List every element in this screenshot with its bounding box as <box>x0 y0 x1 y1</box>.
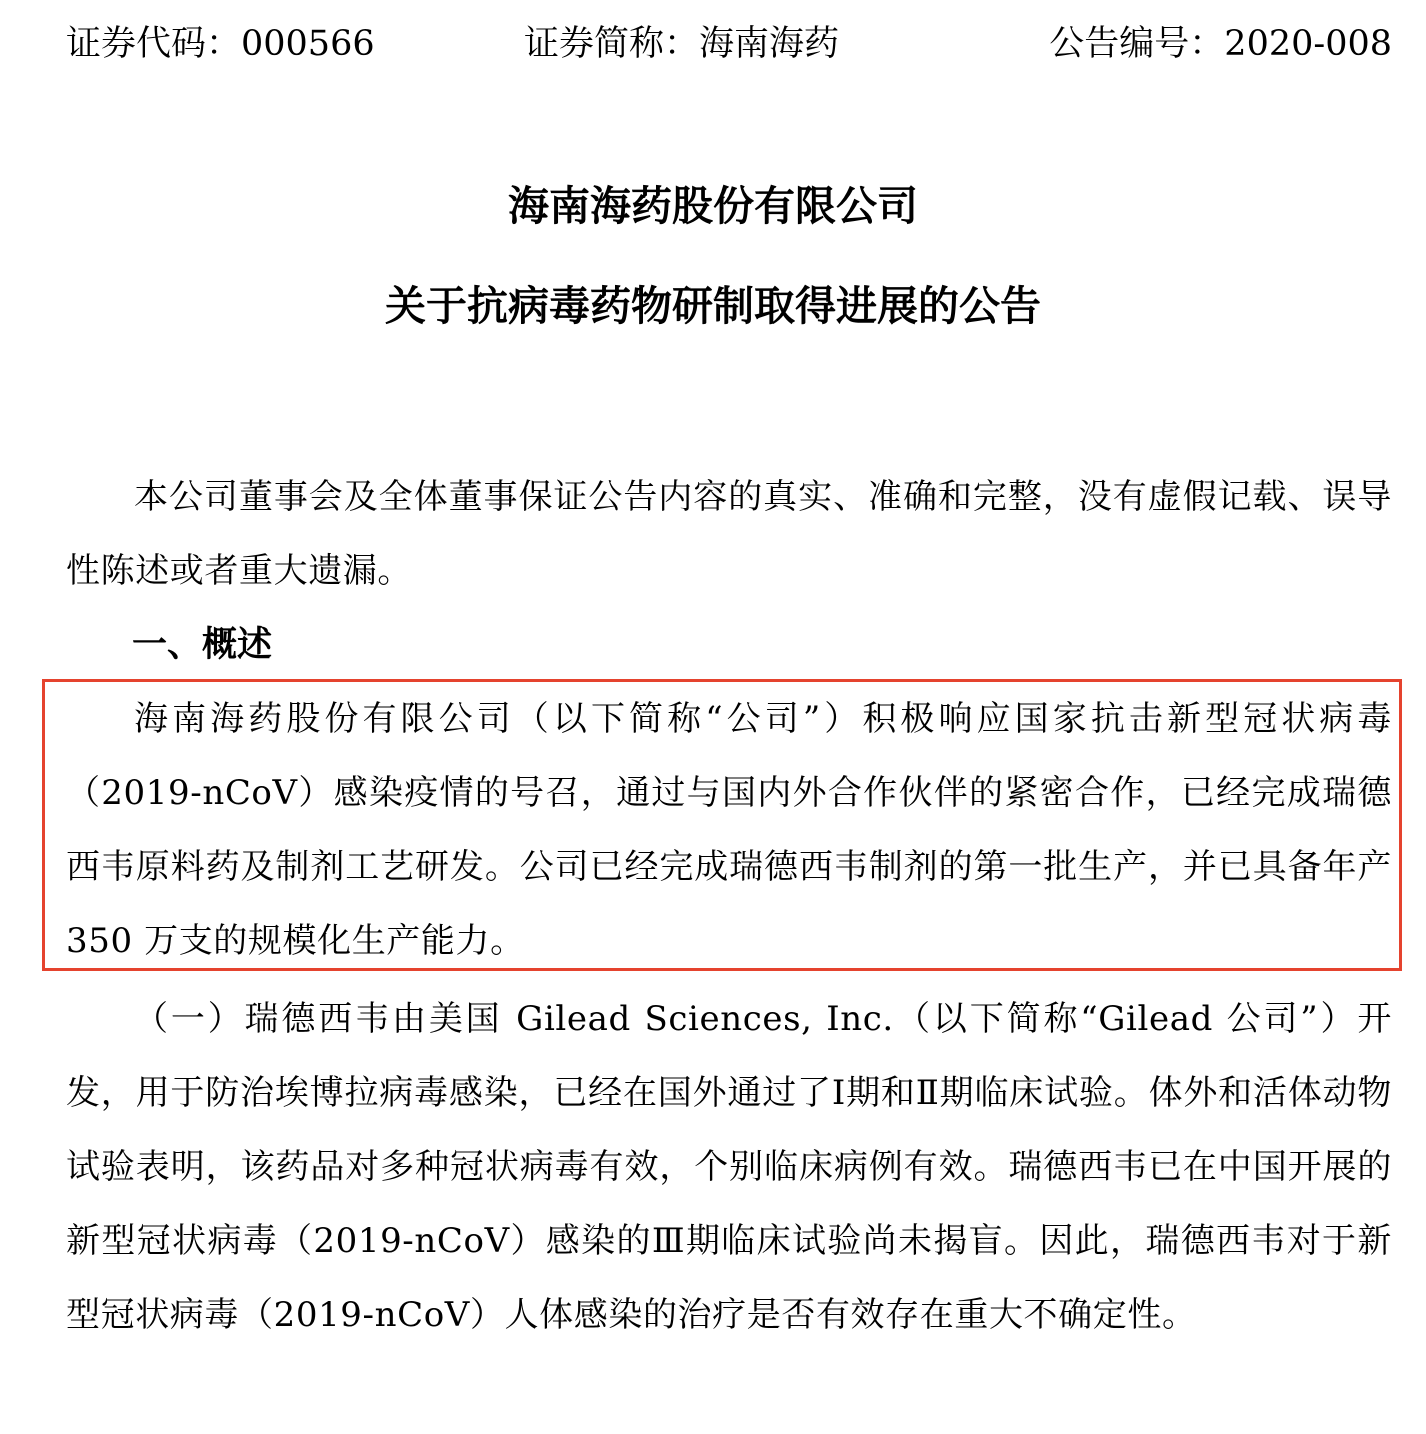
overview-block <box>66 682 1392 978</box>
remdesivir-paragraph: （一）瑞德西韦由美国 Gilead Sciences, Inc.（以下简称“Gilead 公司”）开发，用于防治埃博拉病毒感染，已经在国外通过了Ⅰ期和Ⅱ期临床试验。体外和活体动物试验表明，该药品对多种冠状病毒有效，个别临床病例有效。瑞德西韦已在中国开展的新型冠状病毒（2019-nCoV）感染的Ⅲ期临床试验尚未揭盲。因此，瑞德西韦对于新型冠状病毒（2019-nCoV）人体感染的治疗是否有效存在重大不确定性。 <box>66 999 1392 1335</box>
company-title: 海南海药股份有限公司 <box>508 182 918 230</box>
announcement-title: 关于抗病毒药物研制取得进展的公告 <box>385 282 1041 330</box>
security-code: 证券代码：000566 <box>66 24 375 64</box>
section-heading-overview: 一、概述 <box>132 625 273 665</box>
announcement-number: 公告编号：2020-008 <box>1049 24 1392 64</box>
intro-block <box>66 460 1392 608</box>
highlighted-paragraph: 海南海药股份有限公司（以下简称“公司”）积极响应国家抗击新型冠状病毒（2019-nCoV）感染疫情的号召，通过与国内外合作伙伴的紧密合作，已经完成瑞德西韦原料药及制剂工艺研发。公司已经完成瑞德西韦制剂的第一批生产，并已具备年产 350 万支的规模化生产能力。 <box>66 699 1392 961</box>
security-name: 证券简称：海南海药 <box>524 24 840 64</box>
intro-paragraph: 本公司董事会及全体董事保证公告内容的真实、准确和完整，没有虚假记载、误导性陈述或者重大遗漏。 <box>66 477 1392 591</box>
announcement-header <box>66 14 1392 74</box>
remdesivir-block <box>66 982 1392 1352</box>
